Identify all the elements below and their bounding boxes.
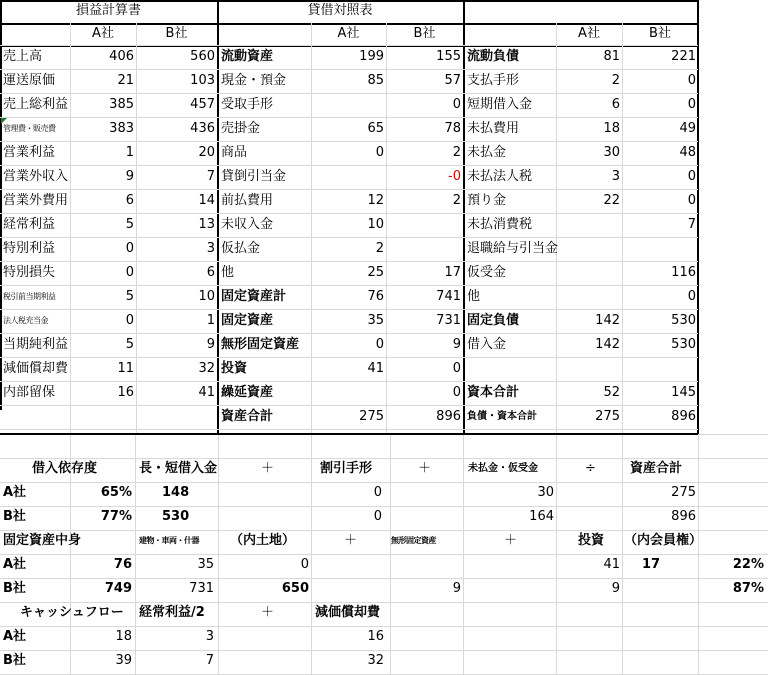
table-border-horizontal <box>0 433 698 435</box>
pl-row-a[interactable]: 385 <box>109 97 134 112</box>
bs-liability-b[interactable] <box>622 358 698 380</box>
bs-liability-a[interactable]: 2 <box>611 73 620 88</box>
bs-liability-b[interactable]: 116 <box>671 265 696 280</box>
plus: ＋ <box>260 461 274 476</box>
bs-liability-a[interactable]: 142 <box>595 313 620 328</box>
bs-liability-label[interactable] <box>465 358 556 380</box>
bs-asset-b[interactable]: 17 <box>444 265 461 280</box>
pl-row-label[interactable]: 経常利益 <box>3 217 56 232</box>
fixed-v3[interactable] <box>390 554 463 576</box>
pl-row-a[interactable]: 406 <box>109 49 134 64</box>
pl-row-b[interactable]: 436 <box>190 121 215 136</box>
fixed-v5[interactable] <box>640 578 670 600</box>
pl-row-a[interactable]: 0 <box>125 313 134 328</box>
borrow-v2[interactable]: 0 <box>373 509 382 524</box>
bs-liability-a[interactable]: 142 <box>595 337 620 352</box>
bs-asset-a[interactable]: 10 <box>367 217 384 232</box>
fixed-land[interactable]: 650 <box>281 581 309 596</box>
bs-asset-label[interactable]: 固定資産 <box>221 313 274 328</box>
fixed-v4[interactable]: 41 <box>603 557 620 572</box>
bs-asset-label[interactable]: 流動資産 <box>221 49 274 64</box>
bs-liability-label[interactable]: 仮受金 <box>467 265 507 280</box>
pl-row-label[interactable]: 減価償却費 <box>3 361 69 376</box>
borrow-col2: 割引手形 <box>320 461 373 476</box>
bs-liability-a[interactable]: 6 <box>611 97 620 112</box>
bs-liability-a[interactable]: 52 <box>603 385 620 400</box>
pl-row-b[interactable]: 32 <box>198 361 215 376</box>
divide: ÷ <box>585 461 596 476</box>
bs-asset-a[interactable]: 65 <box>367 121 384 136</box>
bs-asset-label[interactable]: 受取手形 <box>221 97 274 112</box>
bs-liability-b[interactable]: 0 <box>687 193 696 208</box>
bs-asset-label[interactable]: 固定資産計 <box>221 289 287 304</box>
pl-row-b[interactable]: 6 <box>206 265 215 280</box>
bs-asset-a[interactable]: 0 <box>375 145 384 160</box>
pl-row-a[interactable]: 0 <box>125 241 134 256</box>
bs-asset-label[interactable]: 売掛金 <box>221 121 261 136</box>
bs-liability-label[interactable]: 退職給与引当金 <box>467 241 559 256</box>
bs-asset-b[interactable]: 0 <box>452 361 461 376</box>
bs-asset-label[interactable]: 商品 <box>221 145 248 160</box>
bs-liability-label[interactable]: 未払費用 <box>467 121 520 136</box>
cf-col1: 経常利益/2 <box>139 605 205 620</box>
fixed-total[interactable]: 749 <box>104 581 132 596</box>
cf-col2: 減価償却費 <box>315 605 381 620</box>
gridline <box>622 434 623 674</box>
pl-row-label[interactable]: 営業外収入 <box>3 169 69 184</box>
cf-v1[interactable]: 3 <box>205 629 214 644</box>
bs-asset-label[interactable]: 他 <box>221 265 235 280</box>
pl-row-b[interactable]: 14 <box>198 193 215 208</box>
pl-row-b[interactable]: 103 <box>190 73 215 88</box>
fixed-v4[interactable]: 9 <box>611 581 620 596</box>
bs-asset-a[interactable] <box>311 166 386 188</box>
bs-asset-label[interactable]: 未収入金 <box>221 217 274 232</box>
pl-row-label[interactable]: 税引前当期利益 <box>3 292 56 301</box>
bs-liability-a[interactable]: 275 <box>595 409 620 424</box>
pl-row-a[interactable]: 383 <box>109 121 134 136</box>
bs-liability-a[interactable] <box>556 262 622 284</box>
bs-liability-b[interactable] <box>622 238 698 260</box>
bs-asset-a[interactable]: 199 <box>359 49 384 64</box>
bs-liability-a[interactable] <box>556 214 622 236</box>
bs-asset-a[interactable]: 2 <box>375 241 384 256</box>
borrow-title: 借入依存度 <box>32 461 98 476</box>
bs-liability-a[interactable] <box>556 286 622 308</box>
pl-col-b: B社 <box>165 26 188 41</box>
pl-row-a[interactable]: 5 <box>125 337 134 352</box>
fixed-col5: （内会員権） <box>624 533 703 548</box>
borrow-pct[interactable]: 77% <box>100 509 132 524</box>
pl-row-label[interactable]: 内部留保 <box>3 385 56 400</box>
bs-asset-b[interactable] <box>386 238 463 260</box>
bs-liability-a[interactable] <box>556 358 622 380</box>
bs-liability-b[interactable]: 0 <box>687 73 696 88</box>
cf-v2[interactable]: 32 <box>367 653 384 668</box>
bs-liability-label[interactable]: 固定負債 <box>467 313 520 328</box>
borrow-col4: 資産合計 <box>630 461 683 476</box>
bs-liability-b[interactable]: 530 <box>671 337 696 352</box>
company-label[interactable]: B社 <box>3 581 26 596</box>
bs-asset-label[interactable]: 仮払金 <box>221 241 261 256</box>
bs-liability-b[interactable]: 221 <box>671 49 696 64</box>
cf-total[interactable]: 39 <box>115 653 132 668</box>
fixed-col3: 無形固定資産 <box>391 536 436 545</box>
borrow-col3: 未払金・仮受金 <box>468 463 538 474</box>
pl-row-a[interactable]: 6 <box>125 193 134 208</box>
pl-row-label[interactable]: 特別利益 <box>3 241 56 256</box>
bs-liability-label[interactable]: 未払金 <box>467 145 507 160</box>
bs-col-a2: A社 <box>578 26 600 41</box>
pl-row-a[interactable]: 5 <box>125 217 134 232</box>
pl-title: 損益計算書 <box>75 3 141 18</box>
bs-asset-a[interactable]: 0 <box>375 337 384 352</box>
plus: ＋ <box>417 461 431 476</box>
bs-liability-a[interactable]: 18 <box>603 121 620 136</box>
bs-liability-b[interactable]: 49 <box>679 121 696 136</box>
comment-indicator-icon[interactable] <box>1 118 7 124</box>
bs-title: 貸借対照表 <box>307 3 373 18</box>
pl-row-a[interactable]: 16 <box>117 385 134 400</box>
pl-row-a[interactable]: 0 <box>125 265 134 280</box>
plus: ＋ <box>503 533 517 548</box>
pl-row-b[interactable]: 560 <box>190 49 215 64</box>
pl-row-label[interactable]: 売上総利益 <box>3 97 69 112</box>
bs-liability-b[interactable]: 896 <box>671 409 696 424</box>
bs-asset-label[interactable]: 投資 <box>221 361 248 376</box>
fixed-v5[interactable]: 17 <box>642 557 661 572</box>
bs-liability-b[interactable]: 0 <box>687 97 696 112</box>
fixed-pct[interactable]: 22% <box>732 557 764 572</box>
bs-asset-b[interactable]: 2 <box>452 145 461 160</box>
bs-asset-a[interactable] <box>311 94 386 116</box>
bs-liability-label[interactable]: 預り金 <box>467 193 507 208</box>
borrow-v1[interactable]: 530 <box>162 509 190 524</box>
bs-liability-b[interactable]: 48 <box>679 145 696 160</box>
pl-row-label[interactable]: 当期純利益 <box>3 337 69 352</box>
bs-asset-label[interactable]: 繰延資産 <box>221 385 274 400</box>
fixed-v1[interactable]: 35 <box>197 557 214 572</box>
bs-liability-label[interactable]: 支払手形 <box>467 73 520 88</box>
company-label[interactable]: A社 <box>3 485 27 500</box>
bs-liability-a[interactable]: 81 <box>603 49 620 64</box>
borrow-v1[interactable]: 148 <box>162 485 190 500</box>
borrow-pct[interactable]: 65% <box>100 485 132 500</box>
pl-row-a[interactable]: 21 <box>117 73 134 88</box>
pl-row-b[interactable]: 13 <box>198 217 215 232</box>
bs-liability-label[interactable]: 資本合計 <box>467 385 520 400</box>
company-label[interactable]: A社 <box>3 557 27 572</box>
bs-asset-a[interactable]: 76 <box>367 289 384 304</box>
bs-liability-label[interactable]: 負債・資本合計 <box>467 411 537 422</box>
pl-row-b[interactable]: 457 <box>190 97 215 112</box>
bs-asset-a[interactable]: 85 <box>367 73 384 88</box>
pl-row-b[interactable]: 10 <box>198 289 215 304</box>
bs-liability-label[interactable]: 他 <box>467 289 481 304</box>
bs-col-b: B社 <box>413 26 436 41</box>
bs-asset-b[interactable]: 741 <box>436 289 461 304</box>
cf-v2[interactable]: 16 <box>367 629 384 644</box>
borrow-v3[interactable]: 164 <box>529 509 554 524</box>
bs-liability-a[interactable] <box>556 238 622 260</box>
bs-liability-b[interactable]: 530 <box>671 313 696 328</box>
bs-asset-b[interactable]: 2 <box>452 193 461 208</box>
bs-asset-b[interactable]: 896 <box>436 409 461 424</box>
bs-col-a: A社 <box>337 26 360 41</box>
company-label[interactable]: B社 <box>3 509 26 524</box>
bs-liability-a[interactable]: 3 <box>611 169 620 184</box>
bs-asset-label[interactable]: 現金・預金 <box>221 73 287 88</box>
bs-asset-a[interactable]: 275 <box>359 409 384 424</box>
bs-asset-b[interactable]: 0 <box>452 97 461 112</box>
pl-row-a[interactable]: 5 <box>125 289 134 304</box>
cf-title: キャッシュフロー <box>20 605 124 620</box>
fixed-v1[interactable]: 731 <box>189 581 214 596</box>
fixed-title: 固定資産中身 <box>3 533 82 548</box>
bs-asset-b[interactable]: 731 <box>436 313 461 328</box>
pl-row-b[interactable]: 7 <box>206 169 215 184</box>
company-label[interactable]: B社 <box>3 653 26 668</box>
bs-liability-b[interactable]: 145 <box>671 385 696 400</box>
pl-row-label[interactable]: 営業外費用 <box>3 193 69 208</box>
pl-row-label[interactable]: 営業利益 <box>3 145 56 160</box>
bs-asset-b[interactable]: 155 <box>436 49 461 64</box>
pl-row-label[interactable]: 運送原価 <box>3 73 56 88</box>
pl-row-b[interactable]: 1 <box>206 313 215 328</box>
bs-asset-a[interactable]: 25 <box>367 265 384 280</box>
bs-liability-b[interactable]: 7 <box>687 217 696 232</box>
pl-row-a[interactable]: 1 <box>125 145 134 160</box>
pl-row-b[interactable]: 20 <box>198 145 215 160</box>
bs-asset-b[interactable]: -0 <box>448 169 461 184</box>
bs-asset-b[interactable]: 9 <box>452 337 461 352</box>
company-label[interactable]: A社 <box>3 629 27 644</box>
pl-row-a[interactable]: 11 <box>117 361 134 376</box>
cf-v1[interactable]: 7 <box>205 653 214 668</box>
pl-row-label[interactable]: 特別損失 <box>3 265 56 280</box>
bs-asset-label[interactable]: 貸倒引当金 <box>221 169 287 184</box>
pl-row-label[interactable]: 法人税充当金 <box>3 316 48 325</box>
gridline <box>463 434 464 674</box>
bs-liability-b[interactable]: 0 <box>687 169 696 184</box>
bs-asset-a[interactable] <box>311 382 386 404</box>
bs-liability-label[interactable]: 借入金 <box>467 337 507 352</box>
plus: ＋ <box>343 533 357 548</box>
fixed-col2: （内土地） <box>230 533 296 548</box>
bs-liability-a[interactable]: 30 <box>603 145 620 160</box>
bs-asset-b[interactable]: 78 <box>444 121 461 136</box>
fixed-col4: 投資 <box>578 533 605 548</box>
fixed-col1: 建物・車両・什器 <box>139 536 199 545</box>
fixed-total[interactable]: 76 <box>113 557 132 572</box>
pl-row-a[interactable]: 9 <box>125 169 134 184</box>
pl-row-label[interactable]: 売上高 <box>3 49 43 64</box>
borrow-v3[interactable]: 30 <box>537 485 554 500</box>
bs-liability-b[interactable]: 0 <box>687 289 696 304</box>
bs-asset-a[interactable]: 12 <box>367 193 384 208</box>
gridline <box>0 429 698 430</box>
pl-row-b[interactable]: 9 <box>206 337 215 352</box>
cf-total[interactable]: 18 <box>115 629 132 644</box>
fixed-pct[interactable]: 87% <box>732 581 764 596</box>
fixed-land[interactable]: 0 <box>300 557 309 572</box>
bs-liability-a[interactable]: 22 <box>603 193 620 208</box>
bs-col-b2: B社 <box>649 26 671 41</box>
bs-asset-a[interactable]: 41 <box>367 361 384 376</box>
bs-liability-label[interactable]: 未払消費税 <box>467 217 533 232</box>
pl-col-a: A社 <box>92 26 114 41</box>
bs-asset-label[interactable]: 無形固定資産 <box>221 337 300 352</box>
borrow-v2[interactable]: 0 <box>373 485 382 500</box>
bs-asset-b[interactable] <box>386 214 463 236</box>
fixed-v3[interactable]: 9 <box>452 581 461 596</box>
bs-asset-a[interactable]: 35 <box>367 313 384 328</box>
borrow-v4[interactable]: 275 <box>671 485 696 500</box>
bs-liability-label[interactable]: 流動負債 <box>467 49 520 64</box>
bs-liability-label[interactable]: 未払法人税 <box>467 169 533 184</box>
pl-row-b[interactable]: 41 <box>198 385 215 400</box>
borrow-col1: 長・短借入金 <box>139 461 218 476</box>
bs-asset-b[interactable]: 0 <box>452 385 461 400</box>
bs-asset-b[interactable]: 57 <box>444 73 461 88</box>
bs-liability-label[interactable]: 短期借入金 <box>467 97 533 112</box>
bs-asset-label[interactable]: 資産合計 <box>221 409 274 424</box>
borrow-v4[interactable]: 896 <box>671 509 696 524</box>
bs-asset-label[interactable]: 前払費用 <box>221 193 274 208</box>
pl-row-b[interactable]: 3 <box>206 241 215 256</box>
plus: ＋ <box>260 605 274 620</box>
pl-row-label[interactable]: 管理費・販売費 <box>3 124 56 133</box>
